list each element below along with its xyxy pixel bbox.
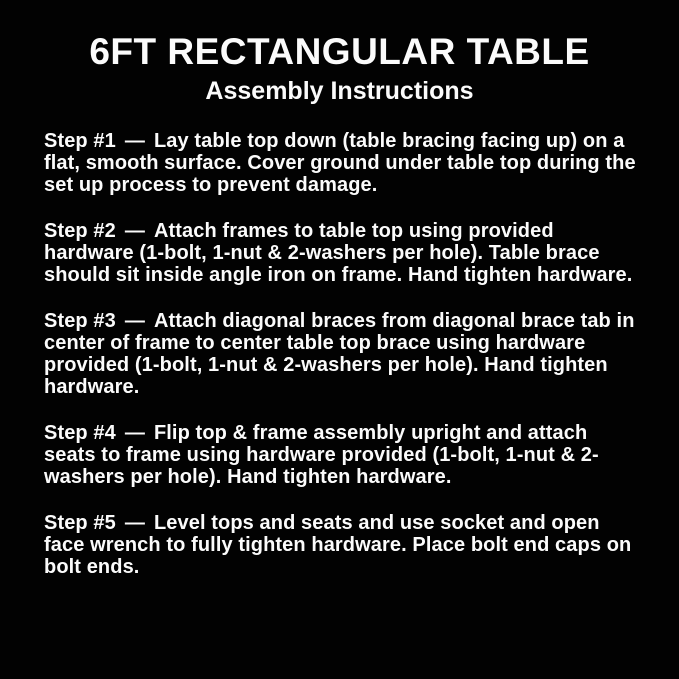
em-dash: — xyxy=(124,220,145,242)
em-dash: — xyxy=(124,422,145,444)
step-label: Step #5 xyxy=(44,512,116,534)
step-label: Step #2 xyxy=(44,220,116,242)
step-paragraph-2 xyxy=(44,220,637,286)
page-subtitle: Assembly Instructions xyxy=(205,77,474,105)
step-paragraph-5 xyxy=(44,512,637,578)
step-text: Attach diagonal braces from diagonal brace tab in center of frame to center table top brace using hardware provided (1-bolt, 1-nut & 2-washers per hole). Hand tighten hardware. xyxy=(44,310,635,398)
card-header xyxy=(0,0,679,106)
step-label: Step #4 xyxy=(44,422,116,444)
step-label: Step #1 xyxy=(44,130,116,152)
step-paragraph-1 xyxy=(44,130,637,196)
step-paragraph-4 xyxy=(44,422,637,488)
em-dash: — xyxy=(124,512,145,534)
em-dash: — xyxy=(124,310,145,332)
step-label: Step #3 xyxy=(44,310,116,332)
page-title: 6FT RECTANGULAR TABLE xyxy=(89,31,590,72)
step-text: Lay table top down (table bracing facing up) on a flat, smooth surface. Cover ground under table top during the set up process to prevent damage. xyxy=(44,130,636,196)
instructions-list xyxy=(0,106,679,578)
step-paragraph-3 xyxy=(44,310,637,398)
em-dash: — xyxy=(124,130,145,152)
step-text: Attach frames to table top using provided hardware (1-bolt, 1-nut & 2-washers per hole). Table brace should sit inside angle iron on frame. Hand tighten hardware. xyxy=(44,220,633,286)
step-text: Flip top & frame assembly upright and attach seats to frame using hardware provided (1-bolt, 1-nut & 2-washers per hole). Hand tighten hardware. xyxy=(44,422,599,488)
step-text: Level tops and seats and use socket and open face wrench to fully tighten hardware. Place bolt end caps on bolt ends. xyxy=(44,512,632,578)
